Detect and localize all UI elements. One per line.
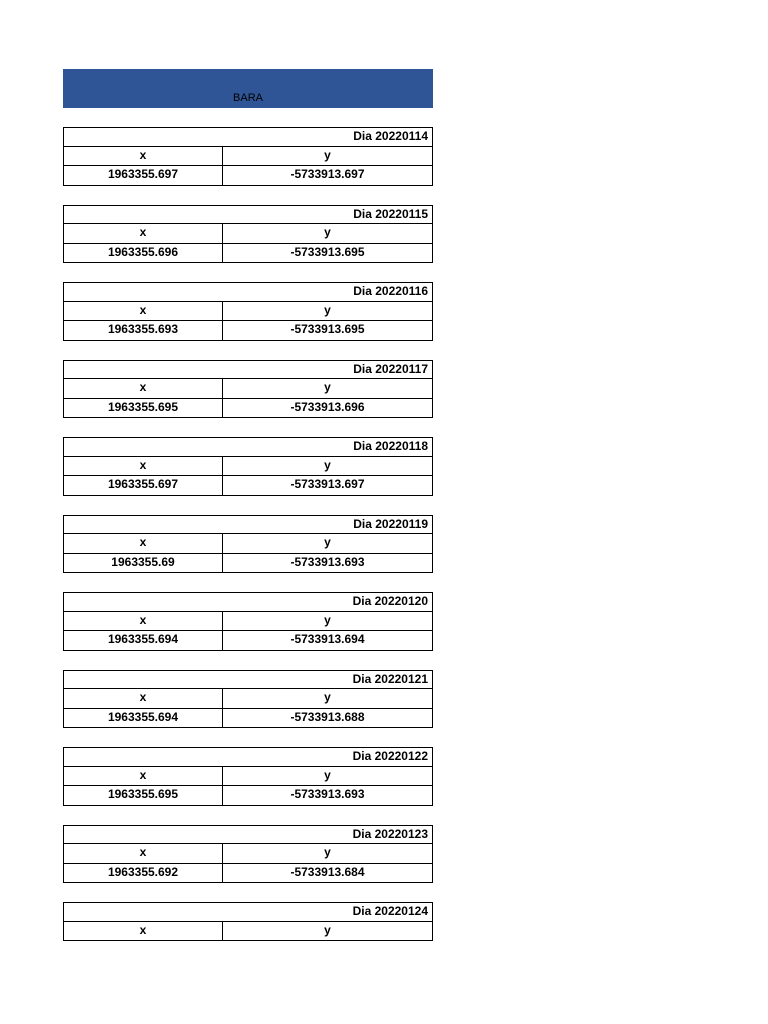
column-header-row: [63, 379, 433, 399]
page-title: BARA: [233, 92, 263, 104]
y-column-header: y: [324, 380, 331, 394]
x-column-header: x: [64, 224, 223, 243]
x-value: 1963355.694: [64, 709, 223, 728]
day-table: [63, 437, 433, 496]
y-value: -5733913.684: [290, 864, 365, 879]
y-value: -5733913.693: [290, 787, 365, 801]
column-header-row: [63, 302, 433, 322]
x-column-header: x: [64, 612, 223, 631]
day-header-row: [63, 825, 433, 845]
day-label: Dia 20220121: [352, 671, 428, 686]
column-header-row: [63, 147, 433, 167]
day-header-row: [63, 670, 433, 690]
x-column-header: x: [64, 147, 223, 166]
y-column-header: y: [324, 302, 331, 317]
column-header-row: [63, 922, 433, 942]
y-column-header: y: [324, 845, 331, 859]
value-row: [63, 244, 433, 264]
x-value: 1963355.692: [64, 864, 223, 883]
day-table: [63, 592, 433, 651]
day-table: [63, 902, 433, 961]
day-table: [63, 360, 433, 419]
day-header-row: [63, 902, 433, 922]
day-label: Dia 20220124: [352, 904, 428, 918]
value-row: [63, 709, 433, 729]
value-row: [63, 476, 433, 496]
x-value: 1963355.694: [64, 631, 223, 650]
day-header-row: [63, 747, 433, 767]
x-value: 1963355.693: [64, 321, 223, 340]
y-value: -5733913.695: [290, 322, 365, 336]
day-table: [63, 515, 433, 574]
x-value: 1963355.697: [64, 476, 223, 495]
x-column-header: x: [64, 844, 223, 863]
day-label: Dia 20220114: [353, 129, 428, 143]
column-header-row: [63, 457, 433, 477]
y-column-header: y: [324, 457, 331, 472]
value-row: [63, 321, 433, 341]
day-table: [63, 670, 433, 729]
value-row: [63, 399, 433, 419]
y-value: -5733913.694: [290, 632, 365, 646]
x-column-header: x: [64, 767, 223, 786]
column-header-row: [63, 534, 433, 554]
day-table: [63, 747, 433, 806]
column-header-row: [63, 844, 433, 864]
day-label: Dia 20220120: [352, 594, 428, 608]
day-table: [63, 825, 433, 884]
y-value: -5733913.693: [290, 554, 365, 569]
y-column-header: y: [324, 225, 331, 239]
y-column-header: y: [324, 690, 331, 704]
x-value: 1963355.69: [64, 554, 223, 573]
day-label: Dia 20220117: [353, 361, 428, 376]
day-table: [63, 205, 433, 264]
day-header-row: [63, 205, 433, 225]
day-table: [63, 127, 433, 186]
day-label: Dia 20220119: [353, 516, 428, 531]
day-label: Dia 20220122: [352, 749, 428, 763]
y-value: -5733913.697: [290, 167, 365, 181]
y-column-header: y: [324, 147, 331, 162]
day-label: Dia 20220123: [352, 826, 428, 841]
value-row: [63, 786, 433, 806]
x-column-header: x: [64, 457, 223, 476]
day-header-row: [63, 592, 433, 612]
column-header-row: [63, 612, 433, 632]
day-label: Dia 20220116: [353, 284, 428, 298]
x-column-header: x: [64, 922, 223, 941]
value-row: [63, 166, 433, 186]
day-label: Dia 20220118: [353, 439, 428, 453]
y-column-header: y: [324, 922, 331, 937]
y-column-header: y: [324, 612, 331, 627]
x-column-header: x: [64, 689, 223, 708]
x-value: 1963355.695: [64, 399, 223, 418]
y-value: -5733913.696: [290, 399, 365, 414]
column-header-row: [63, 689, 433, 709]
title-bar: [63, 69, 433, 108]
day-tables: [63, 127, 433, 980]
day-header-row: [63, 515, 433, 535]
day-header-row: [63, 360, 433, 380]
y-value: -5733913.697: [290, 477, 365, 491]
y-value: -5733913.695: [290, 244, 365, 259]
x-column-header: x: [64, 379, 223, 398]
value-row: [63, 554, 433, 574]
x-value: 1963355.696: [64, 244, 223, 263]
x-column-header: x: [64, 302, 223, 321]
y-column-header: y: [324, 535, 331, 549]
y-column-header: y: [324, 767, 331, 782]
x-value: 1963355.695: [64, 786, 223, 805]
day-table: [63, 282, 433, 341]
x-value: 1963355.697: [64, 166, 223, 185]
day-header-row: [63, 282, 433, 302]
value-row: [63, 631, 433, 651]
column-header-row: [63, 767, 433, 787]
day-header-row: [63, 127, 433, 147]
day-header-row: [63, 437, 433, 457]
day-label: Dia 20220115: [353, 206, 428, 221]
column-header-row: [63, 224, 433, 244]
x-column-header: x: [64, 534, 223, 553]
value-row: [63, 864, 433, 884]
y-value: -5733913.688: [290, 709, 365, 724]
